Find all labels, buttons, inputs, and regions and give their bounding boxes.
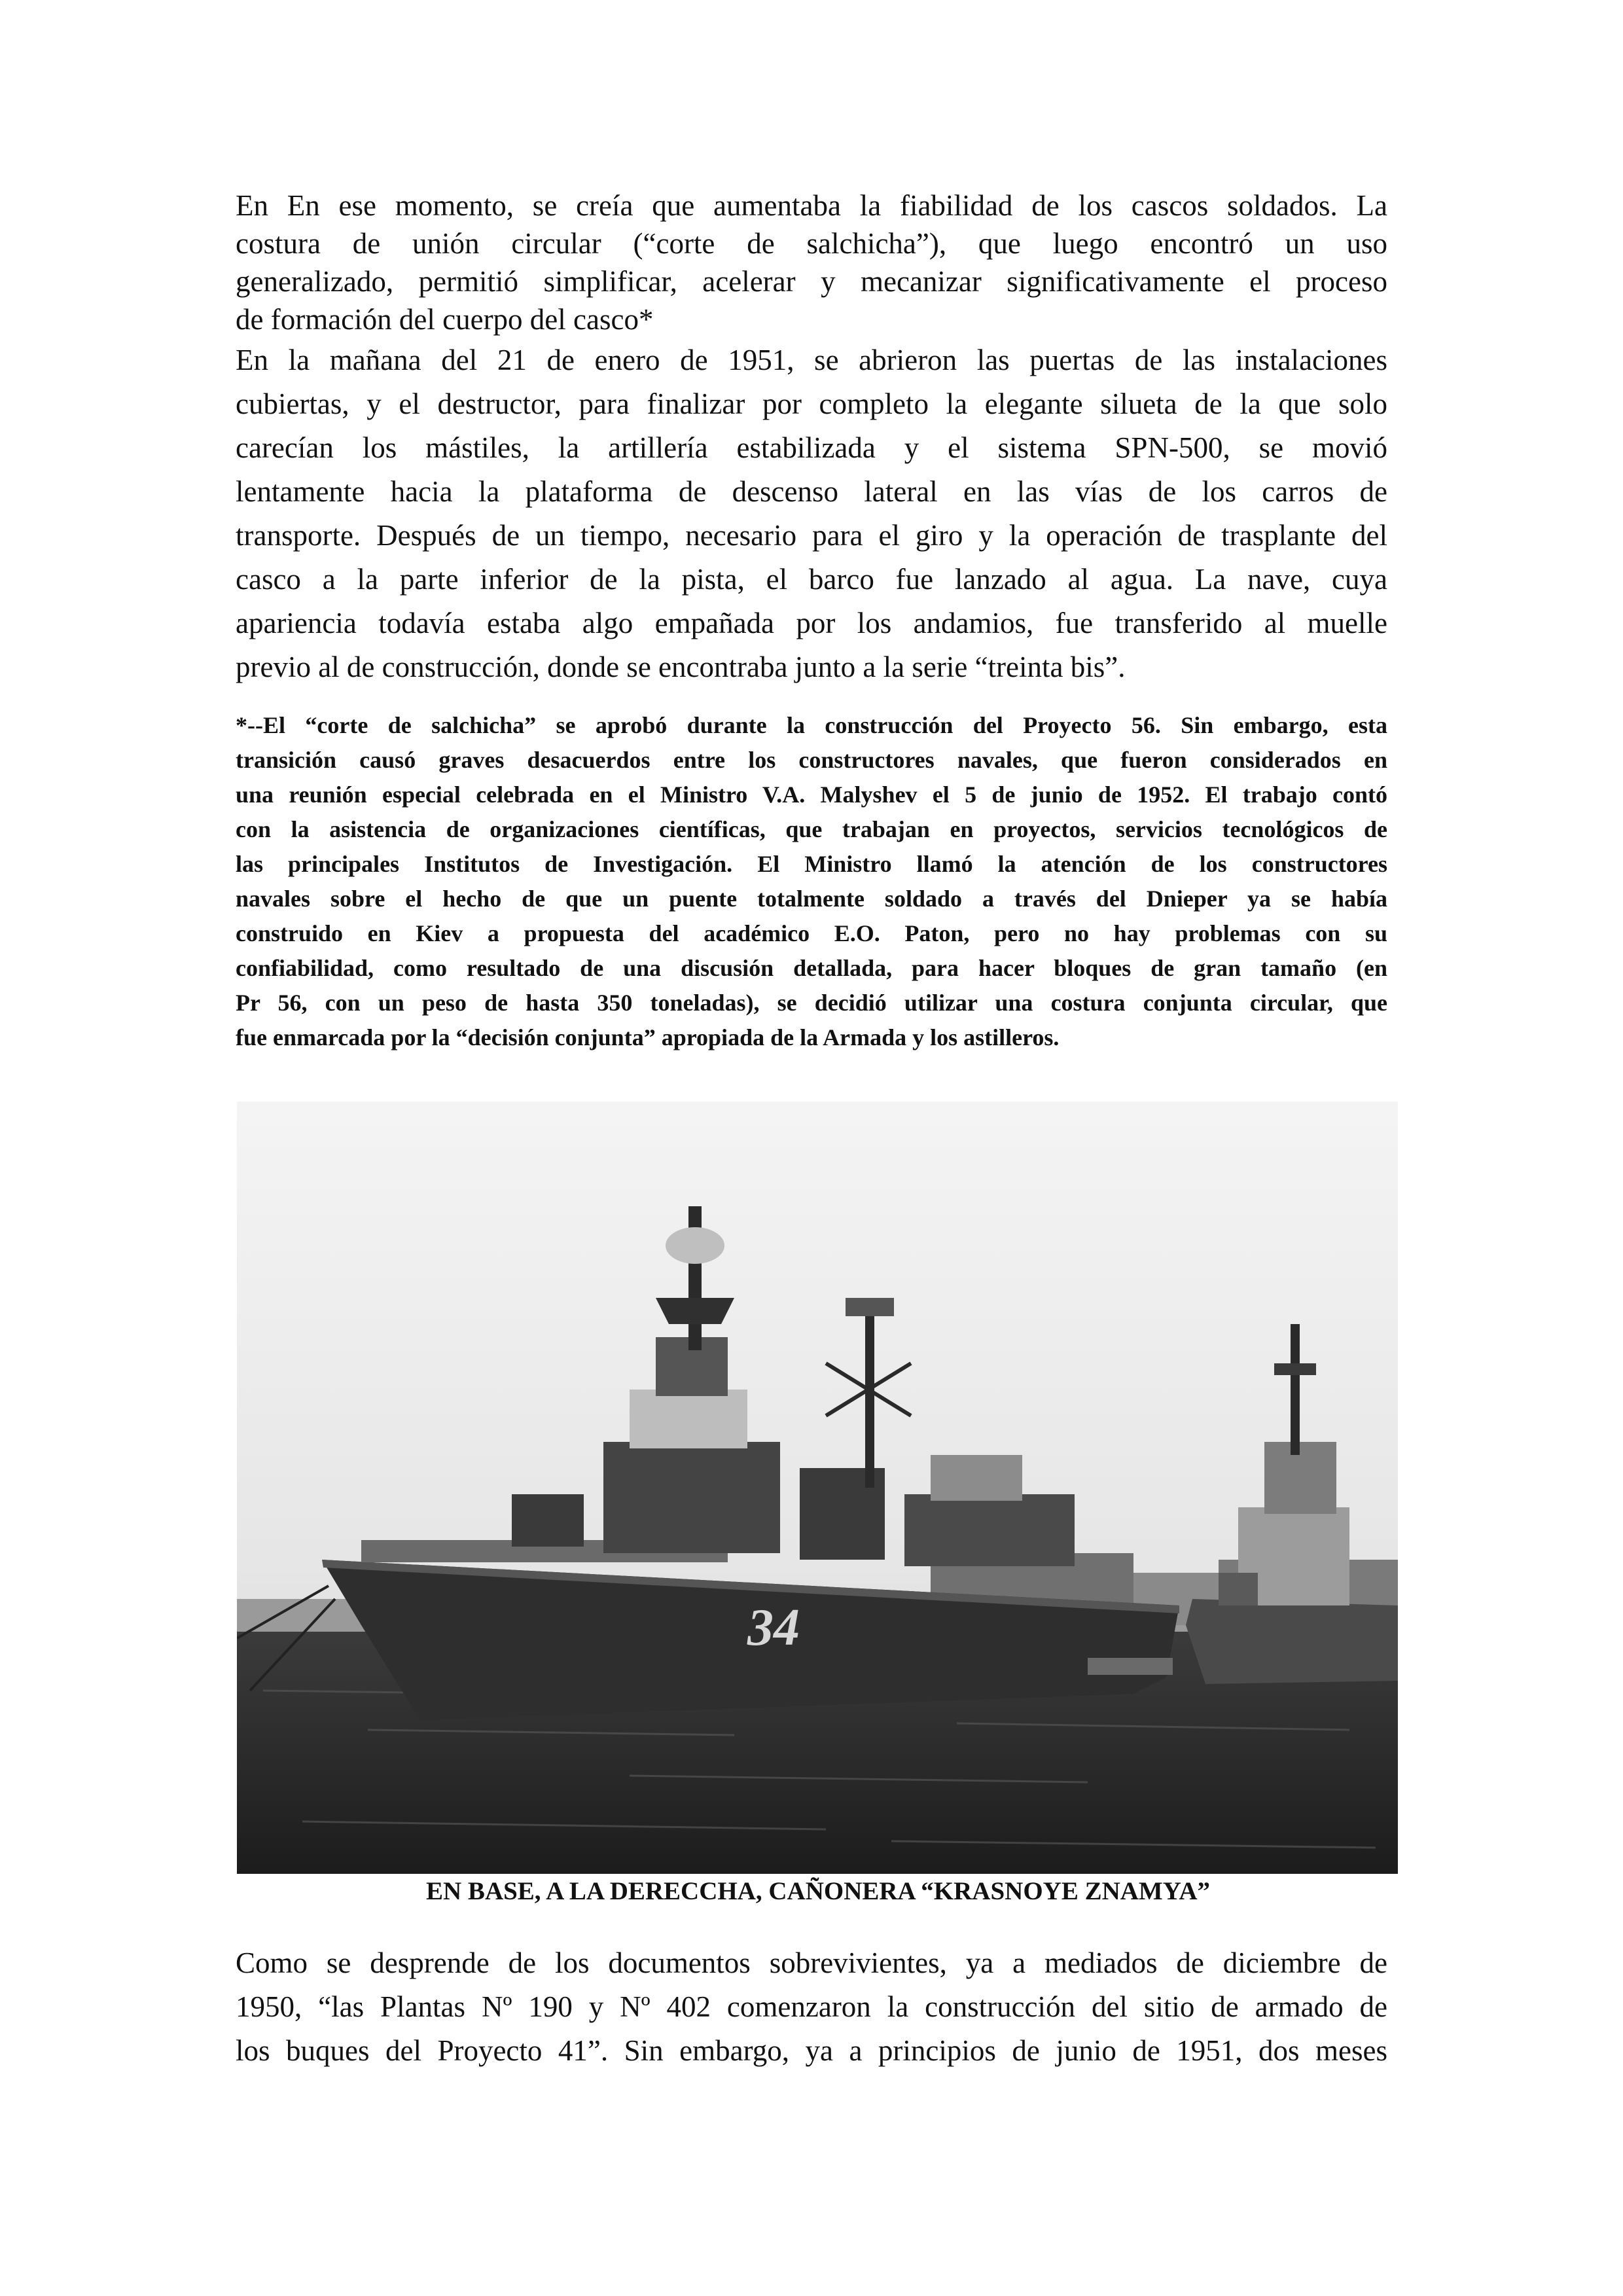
text-line: los buques del Proyecto 41”. Sin embargo, ya a principios de junio de 1951, dos meses: [236, 2034, 1387, 2067]
text-line: casco a la parte inferior de la pista, el barco fue lanzado al agua. La nave, cuya: [236, 563, 1387, 596]
text-line: 1950, “las Plantas Nº 190 y Nº 402 comenzaron la construcción del sitio de armado de: [236, 1990, 1387, 2023]
text-line: previo al de construcción, donde se encontraba junto a la serie “treinta bis”.: [236, 651, 1126, 683]
paragraph-launch: [236, 338, 1387, 689]
photo-caption: EN BASE, A LA DERECCHA, CAÑONERA “KRASNOYE ZNAMYA”: [426, 1877, 1210, 1905]
footnote-line: construido en Kiev a propuesta del académico E.O. Paton, pero no hay problemas con su: [236, 920, 1387, 946]
footnote-line: *--El “corte de salchicha” se aprobó durante la construcción del Proyecto 56. Sin embargo, esta: [236, 712, 1387, 738]
footnote-line: navales sobre el hecho de que un puente totalmente soldado a través del Dnieper ya se había: [236, 886, 1387, 912]
text-line: carecían los mástiles, la artillería estabilizada y el sistema SPN-500, se movió: [236, 431, 1387, 464]
text-line: lentamente hacia la plataforma de descenso lateral en las vías de los carros de: [236, 475, 1387, 508]
footnote-line: una reunión especial celebrada en el Ministro V.A. Malyshev el 5 de junio de 1952. El trabajo contó: [236, 781, 1387, 808]
text-line: costura de unión circular (“corte de salchicha”), que luego encontró un uso: [236, 227, 1387, 260]
footnote-line: confiabilidad, como resultado de una discusión detallada, para hacer bloques de gran tamaño (en: [236, 955, 1387, 981]
footnote-line: Pr 56, con un peso de hasta 350 toneladas), se decidió utilizar una costura conjunta circular, que: [236, 990, 1387, 1016]
text-line: Como se desprende de los documentos sobrevivientes, ya a mediados de diciembre de: [236, 1946, 1387, 1979]
paragraph-welded-hulls: [236, 187, 1387, 338]
text-line: cubiertas, y el destructor, para finalizar por completo la elegante silueta de la que solo: [236, 387, 1387, 420]
hull-number: 34: [747, 1599, 800, 1657]
footnote-line: con la asistencia de organizaciones científicas, que trabajan en proyectos, servicios tecnológicos de: [236, 816, 1387, 842]
paragraph-plants: [236, 1941, 1387, 2073]
footnote-line: fue enmarcada por la “decisión conjunta” apropiada de la Armada y los astilleros.: [236, 1024, 1060, 1050]
text-line: de formación del cuerpo del casco*: [236, 303, 654, 336]
destroyer-photo-drawing: [237, 1102, 1398, 1874]
text-line: En la mañana del 21 de enero de 1951, se abrieron las puertas de las instalaciones: [236, 344, 1387, 376]
footnote-line: las principales Institutos de Investigación. El Ministro llamó la atención de los constructores: [236, 851, 1387, 877]
text-line: En En ese momento, se creía que aumentaba la fiabilidad de los cascos soldados. La: [236, 189, 1387, 222]
destroyer-photo: [237, 1102, 1398, 1874]
text-line: transporte. Después de un tiempo, necesario para el giro y la operación de trasplante del: [236, 519, 1387, 552]
text-line: apariencia todavía estaba algo empañada por los andamios, fue transferido al muelle: [236, 607, 1387, 639]
text-line: generalizado, permitió simplificar, acelerar y mecanizar significativamente el proceso: [236, 265, 1387, 298]
footnote: [236, 708, 1387, 1055]
footnote-line: transición causó graves desacuerdos entre los constructores navales, que fueron considerados en: [236, 747, 1387, 773]
